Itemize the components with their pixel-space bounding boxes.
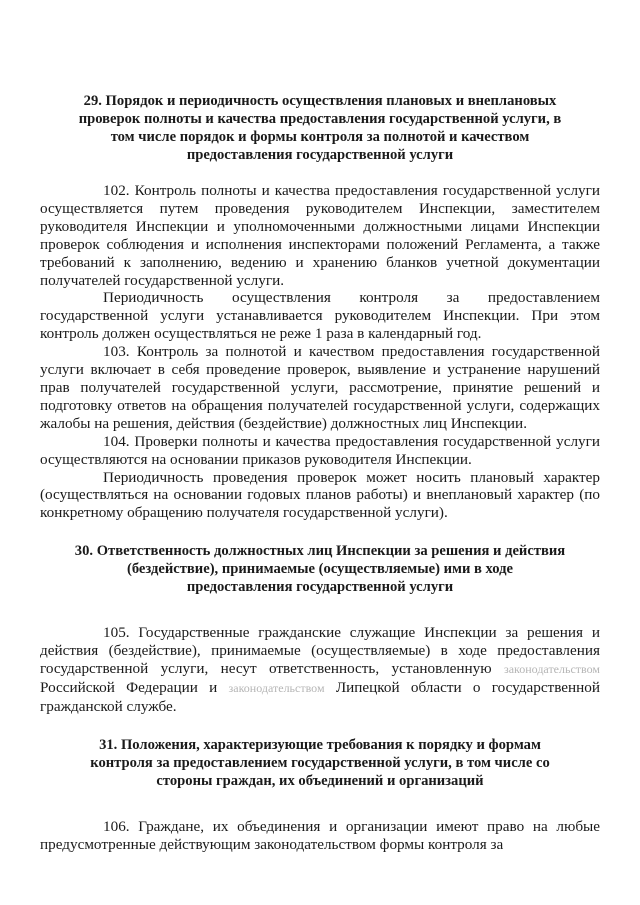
- document-page: [40, 92, 600, 854]
- paragraph-105: [40, 624, 600, 716]
- paragraph-periodicity-control: Периодичность осуществления контроля за предоставлением государственной услуги устанавливается руководителем Инспекции. При этом контроль должен осуществляться не реже 1 раза в календарный год.: [40, 289, 600, 343]
- paragraph-106: 106. Граждане, их объединения и организации имеют право на любые предусмотренные действующим законодательством формы контроля за: [40, 817, 600, 853]
- faded-word-legislation-2: законодательством: [228, 680, 325, 695]
- section-30-heading: 30. Ответственность должностных лиц Инспекции за решения и действия (бездействие), принимаемые (осуществляемые) ими в ходе предоставления государственной услуги: [74, 543, 566, 596]
- paragraph-103: 103. Контроль за полнотой и качеством предоставления государственной услуги включает в себя проведение проверок, выявление и устранение нарушений прав получателей государственной услуги, рассмотрение, принятие решений и подготовку ответов на обращения получателей государственной услуги, содержащих жалобы на решения, действия (бездействие) должностных лиц Инспекции.: [40, 343, 600, 432]
- faded-word-legislation-1: законодательством: [503, 662, 600, 677]
- paragraph-104: 104. Проверки полноты и качества предоставления государственной услуги осуществляются на основании приказов руководителя Инспекции.: [40, 432, 600, 468]
- paragraph-102: 102. Контроль полноты и качества предоставления государственной услуги осуществляется путем проведения руководителем Инспекции, заместителем руководителя Инспекции и уполномоченными должностными лицами Инспекции проверок соблюдения и исполнения инспекторами положений Регламента, а также требований к заполнению, ведению и хранению бланков учетной документации получателей государственной услуги.: [40, 182, 600, 289]
- section-29-heading: 29. Порядок и периодичность осуществления плановых и внеплановых проверок полноты и качества предоставления государственной услуги, в том числе порядок и формы контроля за полнотой и качеством предоставления государственной услуги: [78, 93, 562, 163]
- paragraph-105-text-1: 105. Государственные гражданские служащие Инспекции за решения и действия (бездействие), принимаемые (осуществляемые) в ходе предоставления государственной услуги, несут ответственность, установленную: [40, 624, 600, 678]
- section-31-heading: 31. Положения, характеризующие требования к порядку и формам контроля за предоставлением государственной услуги, в том числе со стороны граждан, их объединений и организаций: [90, 736, 550, 789]
- paragraph-periodicity-inspections: Периодичность проведения проверок может носить плановый характер (осуществляться на основании годовых планов работы) и внеплановый характер (по конкретному обращению получателя государственной услуги).: [40, 468, 600, 522]
- paragraph-105-text-3: Липецкой области о государственной гражданской службе.: [40, 678, 600, 715]
- paragraph-105-text-2: Российской Федерации и: [40, 678, 229, 696]
